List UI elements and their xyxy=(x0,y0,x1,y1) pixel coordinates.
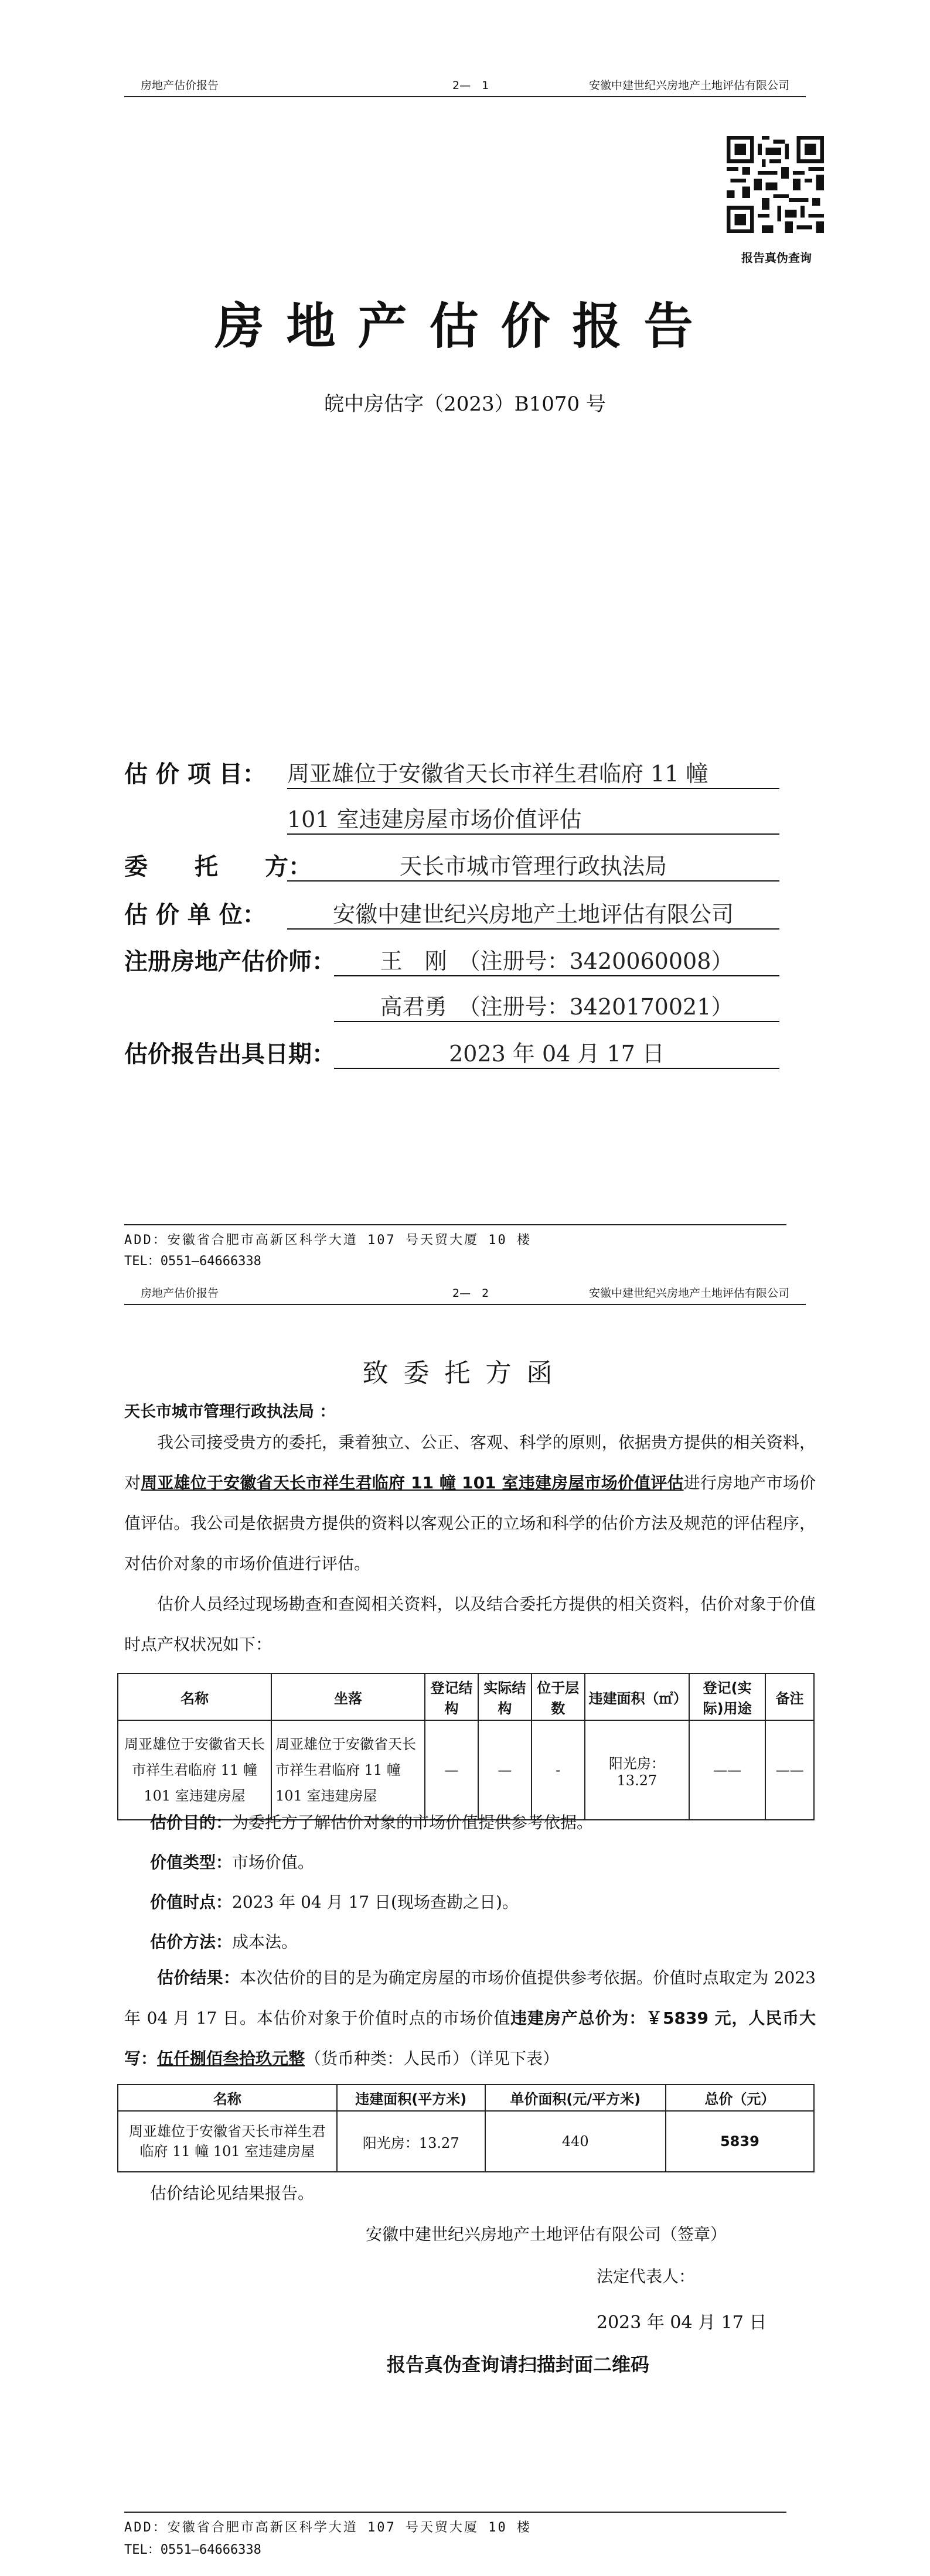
purpose-value: 为委托方了解估价对象的市场价值提供参考依据。 xyxy=(232,1813,594,1832)
th-area: 违建面积(平方米) xyxy=(337,2085,485,2111)
client-row xyxy=(124,848,312,882)
th-reg-structure: 登记结构 xyxy=(425,1673,478,1720)
footer-rule xyxy=(124,1224,786,1225)
footer-tel: TEL：0551—64666338 xyxy=(124,1254,261,1269)
header-company: 安徽中建世纪兴房地产土地评估有限公司 xyxy=(588,1287,789,1300)
cell-actual-structure: — xyxy=(478,1720,532,1820)
th-floor: 位于层数 xyxy=(532,1673,585,1720)
paragraph-2: 估价人员经过现场勘查和查阅相关资料，以及结合委托方提供的相关资料，估价对象于价值时点产权状况如下： xyxy=(124,1594,816,1654)
th-total: 总价（元） xyxy=(666,2085,814,2111)
result-text-a: 本次估价的目的是为确定房屋的市场价值提供参考依据。价值时点取定为 2023 年 04 月 17 日。本估价对象于价值时点的市场价值 xyxy=(124,1968,816,2028)
client-value: 天长市城市管理行政执法局 xyxy=(287,848,779,882)
footer-address: ADD：安徽省合肥市高新区科学大道 107 号天贸大厦 10 楼 xyxy=(124,1233,532,1248)
client-label: 委 托 方： xyxy=(124,853,312,880)
project-value-line1: 周亚雄位于安徽省天长市祥生君临府 11 幢 xyxy=(287,756,779,789)
footer-address: ADD：安徽省合肥市高新区科学大道 107 号天贸大厦 10 楼 xyxy=(124,2520,532,2535)
cell-location: 周亚雄位于安徽省天长市祥生君临府 11 幢 101 室违建房屋 xyxy=(271,1720,425,1820)
p1-text-a: 我公司接受贵方的委托，秉着独立、公正、客观、科学的原则，依据贵方提供的相关资料，对 xyxy=(124,1433,816,1492)
result-words: 伍仟捌佰叁拾玖元整 xyxy=(157,2049,305,2068)
footer-tel: TEL：0551—64666338 xyxy=(124,2543,261,2557)
running-header xyxy=(124,1283,806,1305)
th-name: 名称 xyxy=(118,2085,337,2111)
issue-date-row xyxy=(124,1036,335,1069)
cell-total: 5839 xyxy=(666,2111,814,2172)
result-text-d: （货币种类：人民币）（详见下表） xyxy=(305,2049,560,2068)
method-value: 成本法。 xyxy=(232,1932,298,1952)
cell-floor: - xyxy=(532,1720,585,1820)
verify-note: 报告真伪查询请扫描封面二维码 xyxy=(387,2353,650,2376)
property-table xyxy=(117,1673,815,1820)
sign-date: 2023 年 04 月 17 日 xyxy=(597,2312,767,2333)
header-left: 房地产估价报告 xyxy=(141,79,219,92)
qr-label: 报告真伪查询 xyxy=(741,251,812,265)
value-type-label: 价值类型： xyxy=(150,1853,233,1872)
purpose-label: 估价目的： xyxy=(150,1813,233,1832)
result-paragraph xyxy=(124,1957,816,2079)
header-company: 安徽中建世纪兴房地产土地评估有限公司 xyxy=(588,79,789,92)
table-row xyxy=(118,1720,814,1820)
th-location: 坐落 xyxy=(271,1673,425,1720)
method-row xyxy=(150,1929,298,1953)
th-remark: 备注 xyxy=(765,1673,814,1720)
th-area: 违建面积（㎡） xyxy=(585,1673,690,1720)
value-time-label: 价值时点： xyxy=(150,1892,233,1912)
footer-rule xyxy=(124,2512,786,2513)
header-left: 房地产估价报告 xyxy=(141,1287,219,1300)
letter-title: 致委托方函 xyxy=(362,1358,568,1388)
cell-area: 阳光房：13.27 xyxy=(585,1720,690,1820)
cell-remark: —— xyxy=(765,1720,814,1820)
qr-code-icon[interactable] xyxy=(727,136,824,233)
method-label: 估价方法： xyxy=(150,1932,233,1952)
result-table xyxy=(117,2084,815,2172)
sign-representative: 法定代表人： xyxy=(597,2267,696,2286)
valuer-2: 高君勇 （注册号：3420170021） xyxy=(334,989,779,1022)
issue-date-value: 2023 年 04 月 17 日 xyxy=(334,1036,779,1069)
table-row xyxy=(118,2111,814,2172)
th-name: 名称 xyxy=(118,1673,271,1720)
th-unit-price: 单价面积(元/平方米) xyxy=(485,2085,666,2111)
project-value-line2: 101 室违建房屋市场价值评估 xyxy=(287,801,779,835)
sign-company: 安徽中建世纪兴房地产土地评估有限公司（签章） xyxy=(366,2225,727,2244)
appraiser-row xyxy=(124,896,266,930)
report-number: 皖中房估字（2023）B1070 号 xyxy=(324,392,606,416)
cell-area: 阳光房：13.27 xyxy=(337,2111,485,2172)
project-label: 估 价 项 目： xyxy=(124,761,266,788)
project-row xyxy=(124,756,266,789)
addressee: 天长市城市管理行政执法局 ： xyxy=(124,1403,336,1421)
report-title: 房地产估价报告 xyxy=(214,298,716,355)
cell-name: 周亚雄位于安徽省天长市祥生君临府 11 幢 101 室违建房屋 xyxy=(118,1720,271,1820)
appraiser-value: 安徽中建世纪兴房地产土地评估有限公司 xyxy=(287,896,779,930)
running-header xyxy=(124,75,806,97)
th-use: 登记(实际)用途 xyxy=(689,1673,765,1720)
result-label: 估价结果： xyxy=(157,1968,240,1987)
cell-use: —— xyxy=(689,1720,765,1820)
paragraph-1 xyxy=(124,1422,816,1584)
valuer-1: 王 刚 （注册号：3420060008） xyxy=(334,943,779,976)
appraiser-label: 估 价 单 位： xyxy=(124,901,266,928)
value-type-row xyxy=(150,1850,314,1873)
th-actual-structure: 实际结构 xyxy=(478,1673,532,1720)
purpose-row xyxy=(150,1810,593,1833)
value-time-value: 2023 年 04 月 17 日(现场查勘之日)。 xyxy=(232,1892,519,1912)
letter-page xyxy=(0,1283,930,2576)
p1-project: 周亚雄位于安徽省天长市祥生君临府 11 幢 101 室违建房屋市场价值评估 xyxy=(141,1473,684,1492)
cover-page xyxy=(0,0,930,1283)
result-total: 违建房产总价为：￥5839 元，人民币大写： xyxy=(124,2008,816,2068)
value-type-value: 市场价值。 xyxy=(232,1853,315,1872)
header-page-number: 2— 2 xyxy=(452,1287,489,1300)
registered-valuers-row xyxy=(124,943,335,976)
table-header-row xyxy=(118,1673,814,1720)
p1-text-c: 进行房地产市场价值评估。我公司是依据贵方提供的资料以客观公正的立场和科学的估价方法及规范的评估程序，对估价对象的市场价值进行评估。 xyxy=(124,1473,816,1573)
table-header-row xyxy=(118,2085,814,2111)
cell-unit-price: 440 xyxy=(485,2111,666,2172)
value-time-row xyxy=(150,1890,519,1913)
header-page-number: 2— 1 xyxy=(452,79,489,92)
cell-reg-structure: — xyxy=(425,1720,478,1820)
conclusion: 估价结论见结果报告。 xyxy=(150,2184,315,2203)
issue-date-label: 估价报告出具日期： xyxy=(124,1041,335,1068)
registered-valuers-label: 注册房地产估价师： xyxy=(124,948,335,975)
cell-name: 周亚雄位于安徽省天长市祥生君临府 11 幢 101 室违建房屋 xyxy=(118,2111,337,2172)
